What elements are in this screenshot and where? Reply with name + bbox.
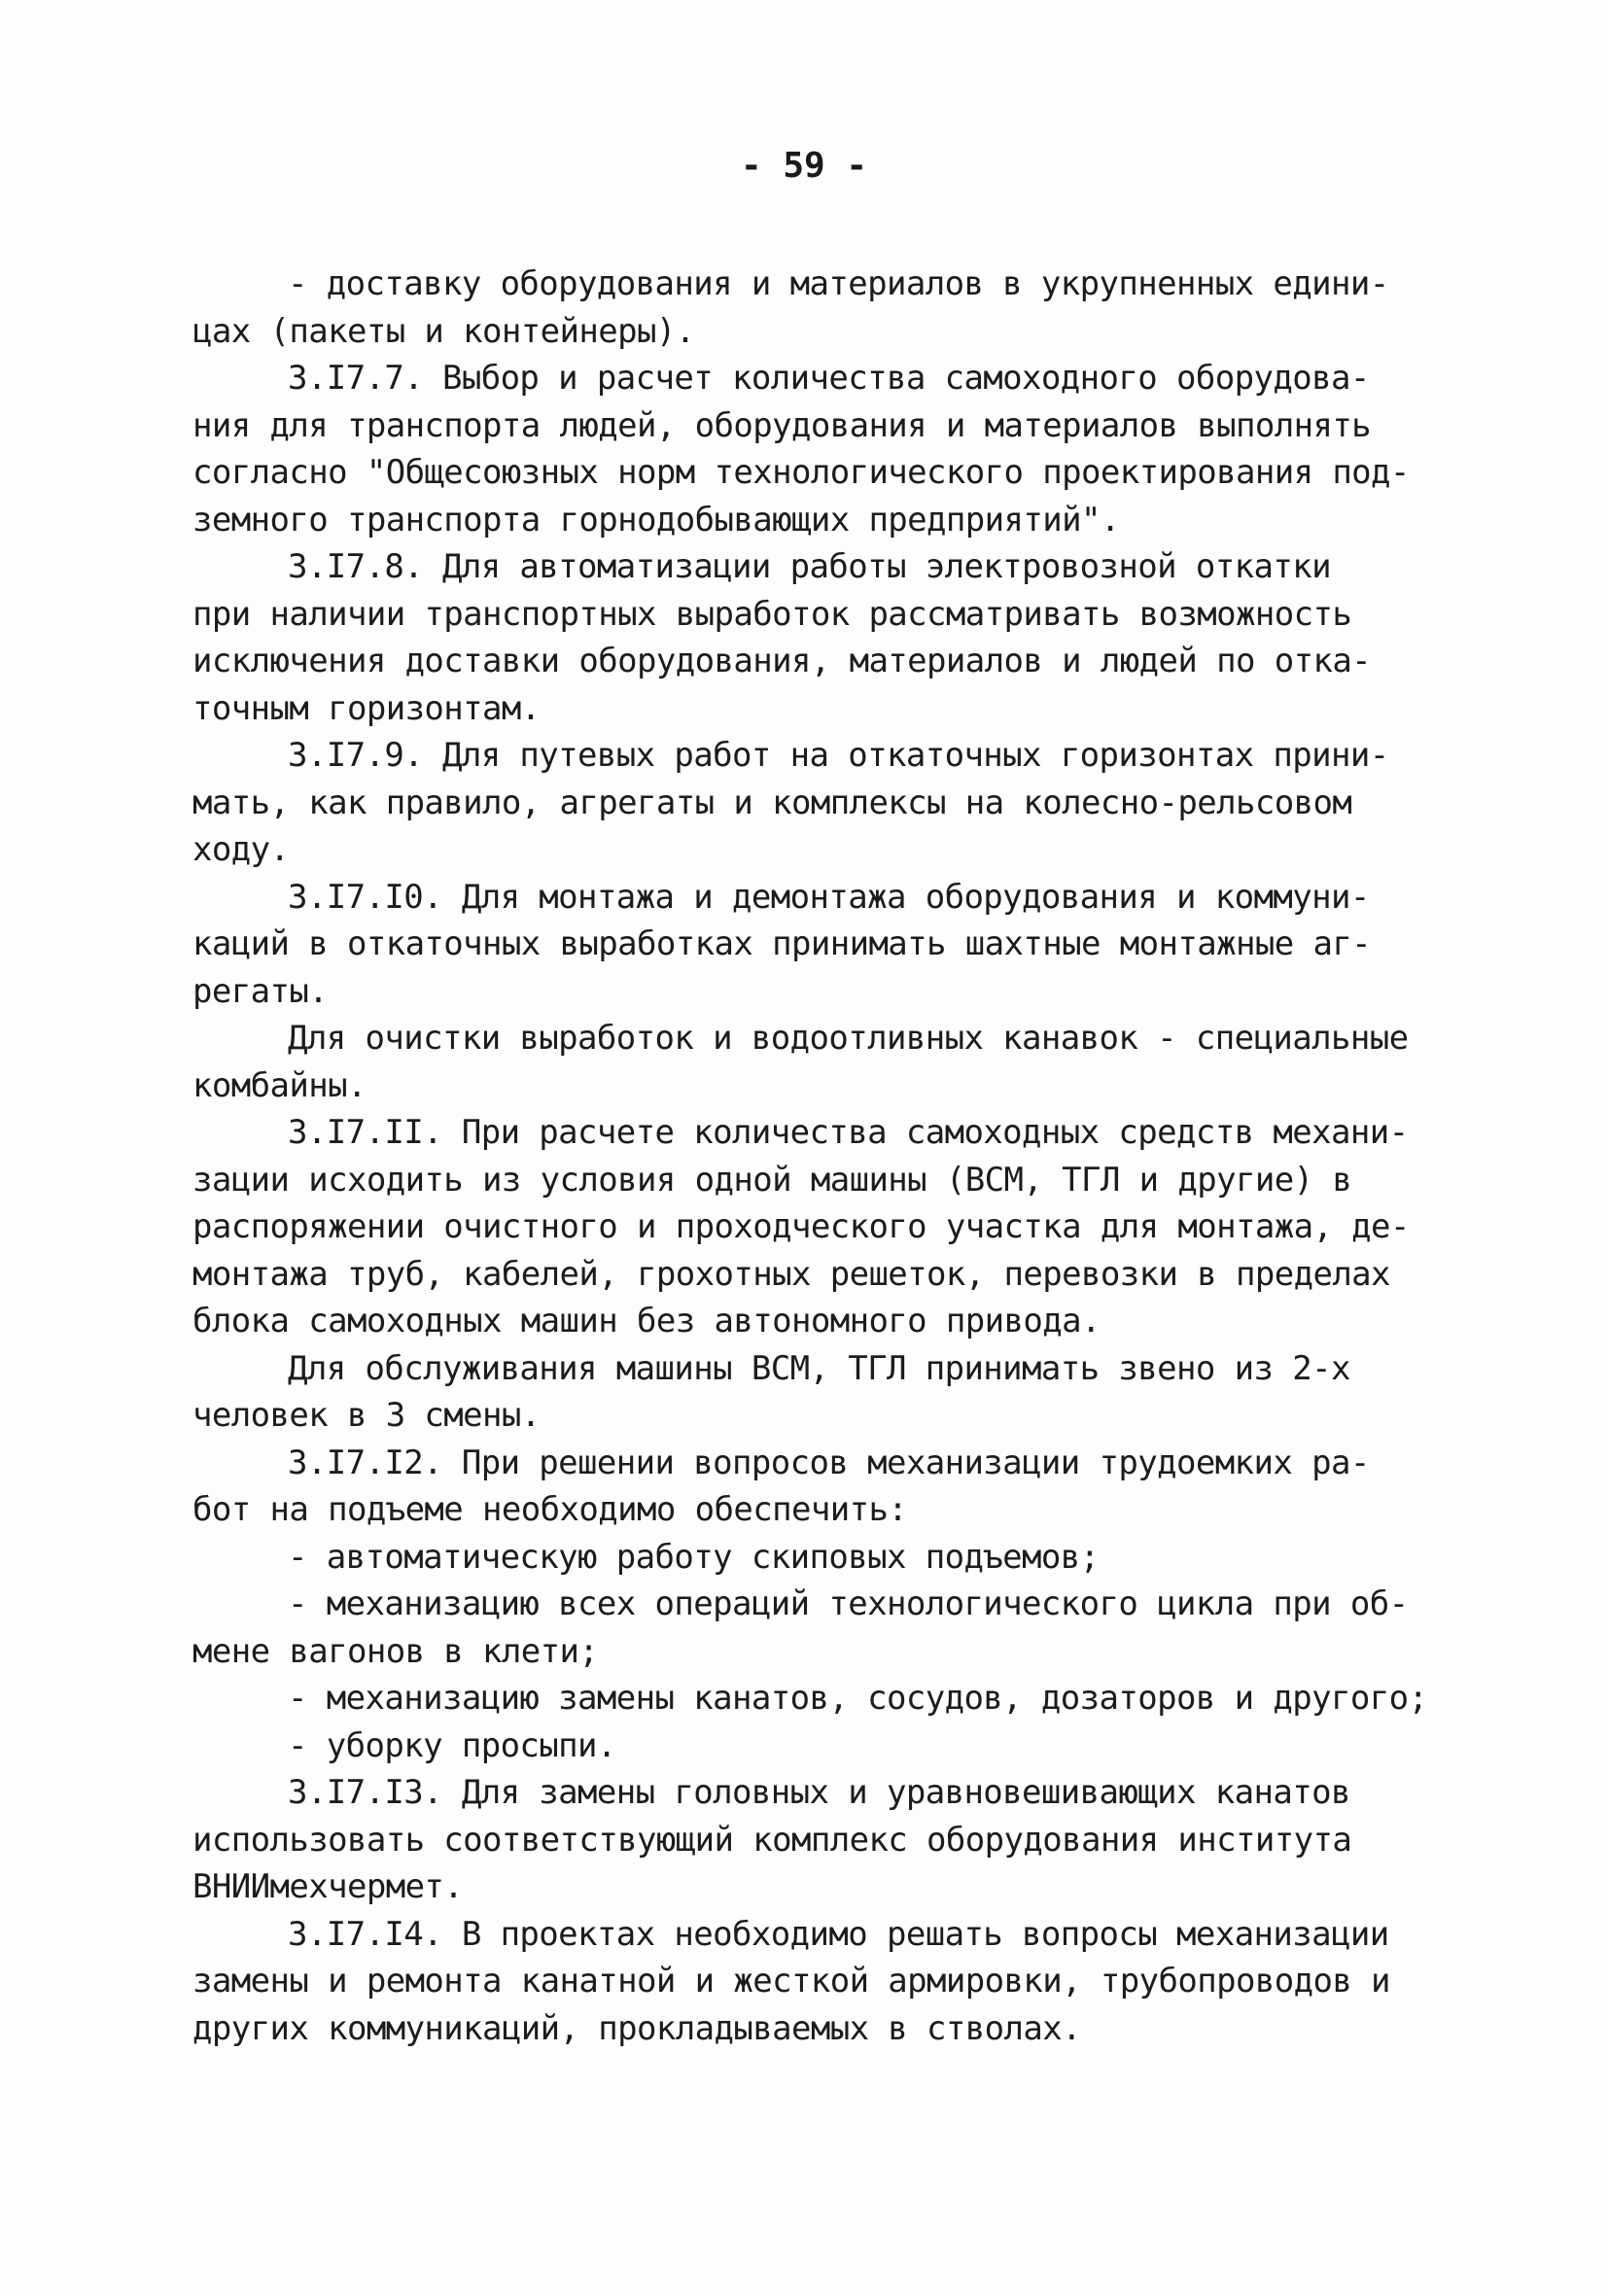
text-line: использовать соответствующий комплекс оборудования института — [192, 1820, 1352, 1860]
text-line: распоряжении очистного и проходческого участка для монтажа, де- — [192, 1207, 1410, 1246]
text-line: при наличии транспортных выработок рассматривать возможность — [192, 594, 1352, 634]
text-line: монтажа труб, кабелей, грохотных решеток, перевозки в пределах — [192, 1254, 1390, 1294]
text-line: каций в откаточных выработках принимать шахтные монтажные аг- — [192, 924, 1372, 963]
text-line: - механизацию всех операций технологического цикла при об- — [288, 1584, 1409, 1623]
text-line: - автоматическую работу скиповых подъемов; — [288, 1537, 1100, 1577]
text-line: 3.I7.I3. Для замены головных и уравновешивающих канатов — [288, 1773, 1350, 1812]
text-line: согласно "Общесоюзных норм технологического проектирования под- — [192, 453, 1410, 492]
text-line: 3.I7.I4. В проектах необходимо решать вопросы механизации — [288, 1914, 1389, 1954]
text-line: - уборку просыпи. — [288, 1725, 616, 1765]
text-line: блока самоходных машин без автономного привода. — [192, 1302, 1101, 1340]
text-line: 3.I7.8. Для автоматизации работы электровозной откатки — [288, 547, 1331, 586]
text-line: других коммуникаций, прокладываемых в стволах. — [192, 2008, 1082, 2048]
text-line: Для обслуживания машины ВСМ, ТГЛ принимать звено из 2-х — [288, 1348, 1350, 1388]
text-line: цах (пакеты и контейнеры). — [192, 311, 695, 351]
page-number: - 59 - — [740, 146, 868, 186]
text-line: точным горизонтам. — [192, 688, 541, 728]
text-line: Для очистки выработок и водоотливных канавок - специальные — [288, 1019, 1409, 1058]
text-line: - доставку оборудования и материалов в укрупненных едини- — [288, 264, 1389, 303]
text-line: 3.I7.9. Для путевых работ на откаточных горизонтах прини- — [288, 736, 1389, 775]
text-line: 3.I7.I2. При решении вопросов механизации трудоемких ра- — [288, 1443, 1370, 1482]
text-line: - механизацию замены канатов, сосудов, дозаторов и другого; — [288, 1679, 1428, 1718]
text-line: ВНИИмехчермет. — [192, 1867, 464, 1906]
text-line: 3.I7.II. При расчете количества самоходных средств механи- — [288, 1113, 1409, 1152]
text-line: комбайны. — [192, 1065, 367, 1105]
text-line: земного транспорта горнодобывающих предприятий". — [192, 500, 1120, 539]
text-line: замены и ремонта канатной и жесткой армировки, трубопроводов и — [192, 1962, 1390, 2000]
text-line: мать, как правило, агрегаты и комплексы на колесно-рельсовом — [192, 783, 1352, 822]
text-line: человек в 3 смены. — [192, 1396, 541, 1435]
text-line: 3.I7.I0. Для монтажа и демонтажа оборудования и коммуни- — [288, 877, 1370, 917]
text-line: ния для транспорта людей, оборудования и материалов выполнять — [192, 405, 1372, 445]
text-line: 3.I7.7. Выбор и расчет количества самоходного оборудова- — [288, 359, 1370, 398]
text-line: ходу. — [192, 830, 290, 869]
text-line: бот на подъеме необходимо обеспечить: — [192, 1490, 908, 1529]
text-line: регаты. — [192, 971, 329, 1011]
text-line: исключения доставки оборудования, материалов и людей по отка- — [192, 642, 1372, 680]
text-line: мене вагонов в клети; — [192, 1631, 599, 1671]
text-line: зации исходить из условия одной машины (ВСМ, ТГЛ и другие) в — [192, 1160, 1352, 1200]
document-body — [192, 261, 1427, 2052]
